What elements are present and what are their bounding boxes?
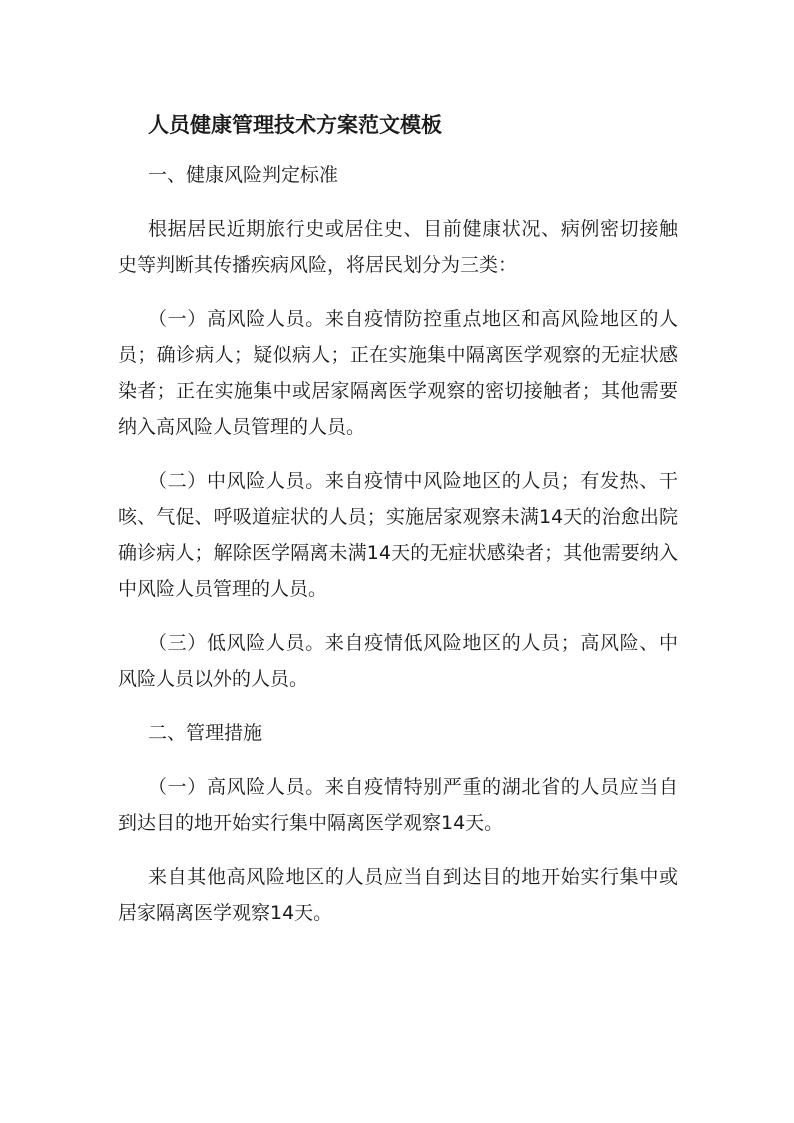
other-high-risk-measure-paragraph: 来自其他高风险地区的人员应当自到达目的地开始实行集中或居家隔离医学观察14天。 — [118, 866, 678, 924]
high-risk-measure-paragraph: （一）高风险人员。来自疫情特别严重的湖北省的人员应当自到达目的地开始实行集中隔离医学观察14天。 — [118, 776, 678, 834]
section-intro-paragraph: 根据居民近期旅行史或居住史、目前健康状况、病例密切接触史等判断其传播疾病风险，将居民划分为三类： — [118, 218, 678, 276]
document-body — [118, 103, 678, 949]
section-heading-measures: 二、管理措施 — [148, 722, 263, 744]
high-risk-paragraph: （一）高风险人员。来自疫情防控重点地区和高风险地区的人员；确诊病人；疑似病人；正在实施集中隔离医学观察的无症状感染者；正在实施集中或居家隔离医学观察的密切接触者；其他需要纳入高风险人员管理的人员。 — [118, 308, 678, 438]
document-title: 人员健康管理技术方案范文模板 — [148, 113, 442, 137]
low-risk-paragraph: （三）低风险人员。来自疫情低风险地区的人员；高风险、中风险人员以外的人员。 — [118, 632, 678, 690]
section-heading-risk-criteria: 一、健康风险判定标准 — [148, 164, 339, 186]
medium-risk-paragraph: （二）中风险人员。来自疫情中风险地区的人员；有发热、干咳、气促、呼吸道症状的人员；实施居家观察未满14天的治愈出院确诊病人；解除医学隔离未满14天的无症状感染者；其他需要纳入中风险人员管理的人员。 — [118, 470, 678, 600]
